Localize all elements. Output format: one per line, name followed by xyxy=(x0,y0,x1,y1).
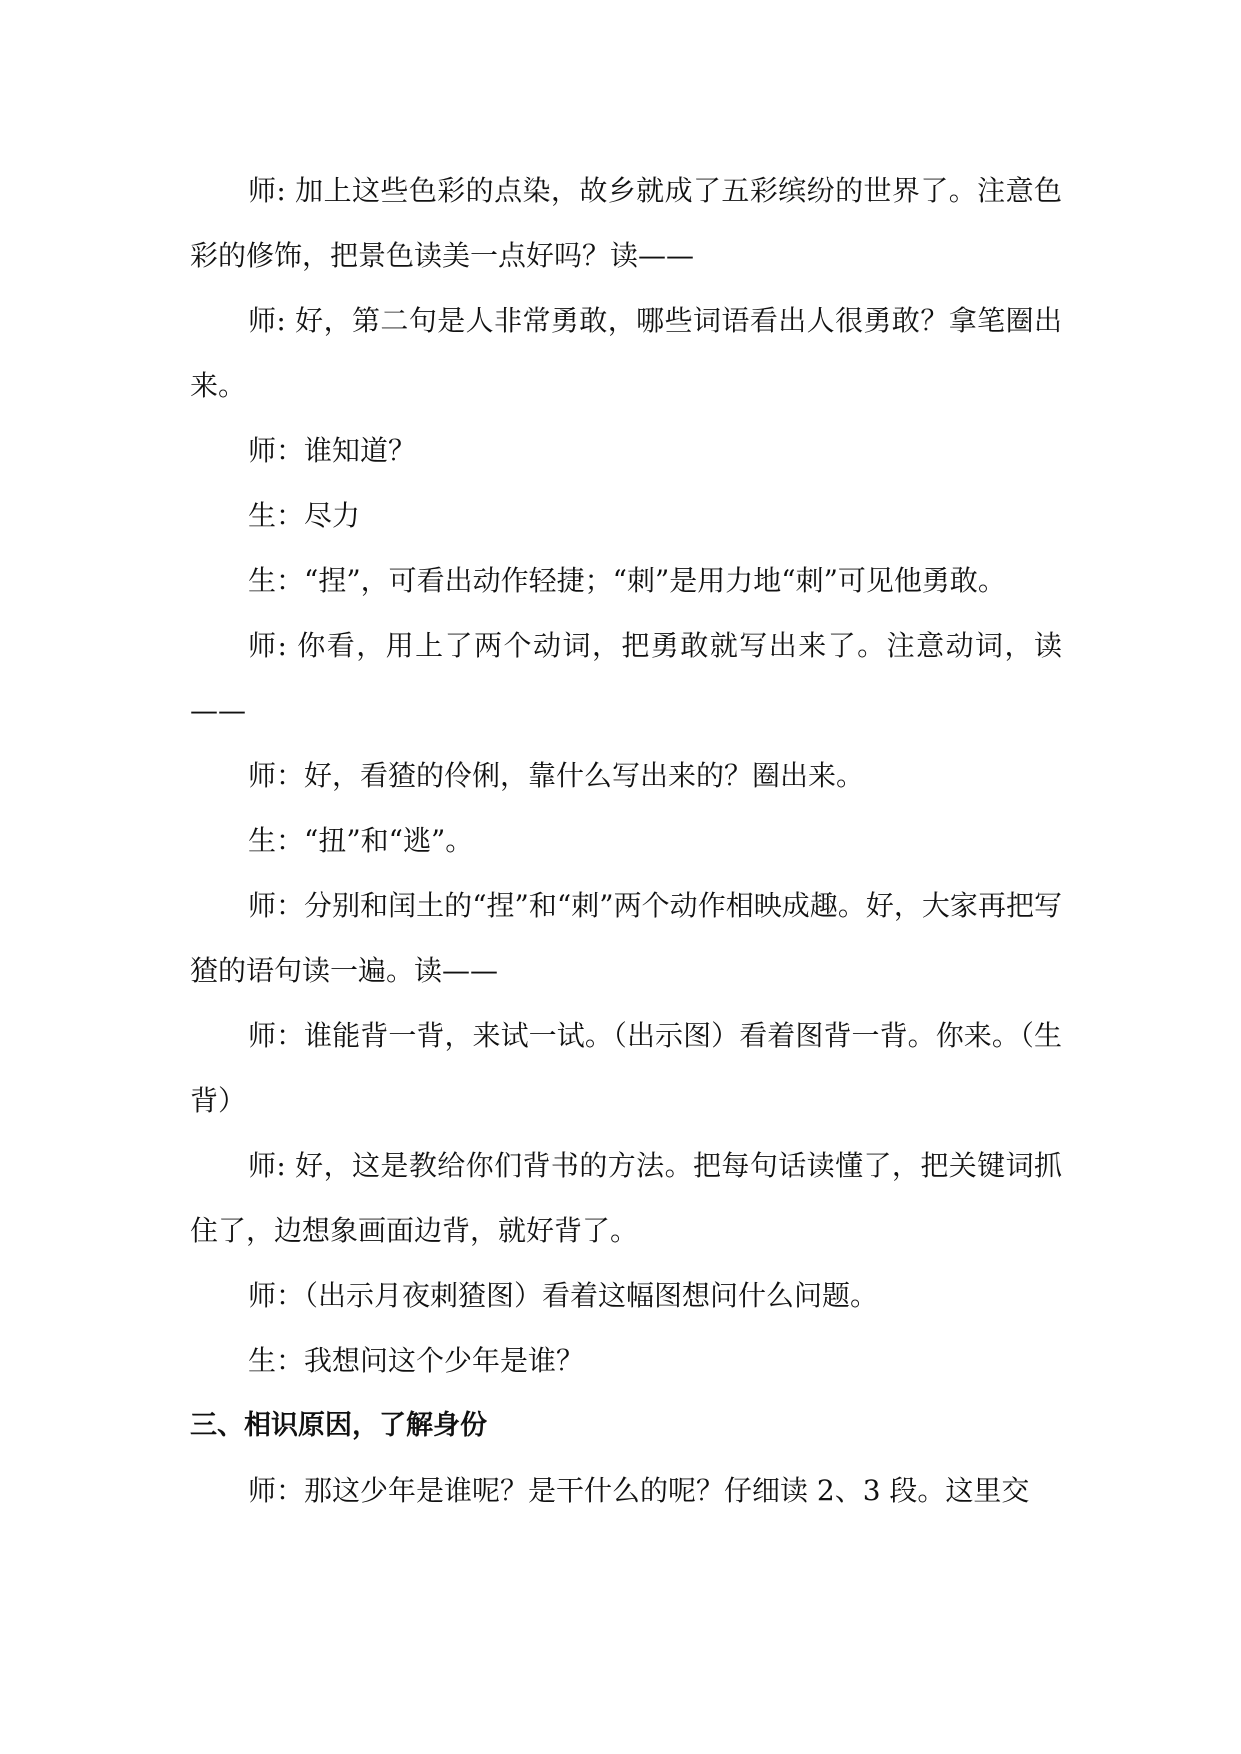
paragraph: 师：好，看猹的伶俐，靠什么写出来的？圈出来。 xyxy=(248,759,865,792)
paragraph: 师: 你看，用上了两个动词，把勇敢就写出来了。注意动词，读—— xyxy=(190,629,1062,727)
document-page xyxy=(190,158,1062,1523)
paragraph: 师：分别和闰土的“捏”和“刺”两个动作相映成趣。好，大家再把写猹的语句读一遍。读—— xyxy=(190,889,1062,987)
paragraph: 生：“扭”和“逃”。 xyxy=(248,824,474,857)
section-heading: 三、相识原因，了解身份 xyxy=(190,1410,487,1441)
paragraph: 师：那这少年是谁呢？是干什么的呢？仔细读 2、3 段。这里交 xyxy=(248,1474,1030,1507)
paragraph: 师：谁知道？ xyxy=(248,434,417,467)
paragraph: 师: 好，这是教给你们背书的方法。把每句话读懂了，把关键词抓住了，边想象画面边背，就好背了。 xyxy=(190,1149,1062,1247)
paragraph: 师：谁能背一背，来试一试。（出示图）看着图背一背。你来。（生背） xyxy=(190,1019,1062,1117)
paragraph: 师：（出示月夜刺猹图）看着这幅图想问什么问题。 xyxy=(248,1279,879,1312)
paragraph: 生：我想问这个少年是谁？ xyxy=(248,1344,585,1377)
paragraph: 师: 好，第二句是人非常勇敢，哪些词语看出人很勇敢？拿笔圈出来。 xyxy=(190,304,1062,402)
paragraph: 师: 加上这些色彩的点染，故乡就成了五彩缤纷的世界了。注意色彩的修饰，把景色读美一点好吗？读—— xyxy=(190,174,1062,272)
paragraph: 生：尽力 xyxy=(248,499,361,532)
paragraph: 生：“捏”，可看出动作轻捷；“刺”是用力地“刺”可见他勇敢。 xyxy=(248,564,1006,597)
